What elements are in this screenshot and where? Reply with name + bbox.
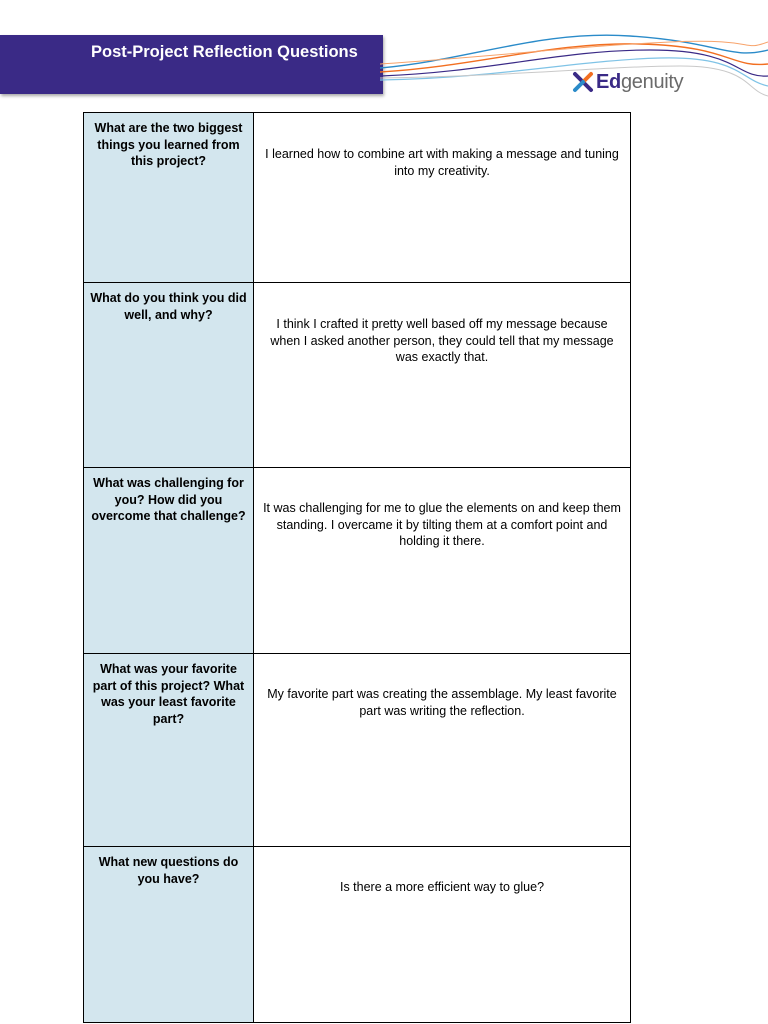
question-cell [84,468,254,654]
question-cell [84,113,254,283]
question-text: What new questions do you have? [98,855,239,886]
question-cell [84,847,254,1023]
reflection-table [83,112,631,1023]
question-text: What do you think you did well, and why? [90,291,247,322]
answer-cell [254,283,631,468]
edgenuity-x-logo-icon [572,71,594,93]
question-text: What are the two biggest things you learned from this project? [94,121,243,168]
table-row [84,283,631,468]
logo-wordmark-prefix: Ed [596,70,621,93]
table-row [84,468,631,654]
edgenuity-logo [572,68,683,96]
decorative-swoosh-lines [380,20,768,110]
logo-wordmark [596,71,683,94]
logo-wordmark-suffix: genuity [620,70,684,93]
question-text: What was challenging for you? How did you overcome that challenge? [91,476,246,523]
answer-cell [254,847,631,1023]
question-cell [84,654,254,847]
answer-text: It was challenging for me to glue the elements on and keep them standing. I overcame it by tilting them at a comfort point and holding it there. [263,501,621,548]
page-title: Post-Project Reflection Questions [91,43,358,61]
table-row [84,847,631,1023]
answer-cell [254,654,631,847]
table-row [84,654,631,847]
answer-cell [254,468,631,654]
answer-cell [254,113,631,283]
question-text: What was your favorite part of this project? What was your least favorite part? [92,662,245,726]
answer-text: I think I crafted it pretty well based off my message because when I asked another person, they could tell that my message was exactly that. [270,317,614,364]
answer-text: Is there a more efficient way to glue? [339,880,545,894]
table-row [84,113,631,283]
header-banner [0,35,383,94]
answer-text: My favorite part was creating the assemblage. My least favorite part was writing the reflection. [267,687,617,718]
answer-text: I learned how to combine art with making a message and tuning into my creativity. [265,147,619,178]
question-cell [84,283,254,468]
